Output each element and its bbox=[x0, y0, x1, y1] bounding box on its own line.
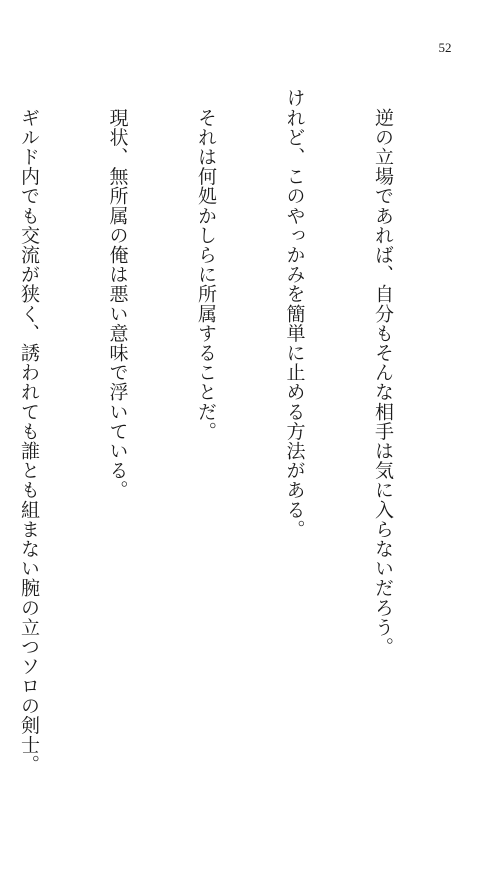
text-line: それは何処かしらに所属することだ。 bbox=[195, 88, 217, 441]
text-line: ギルド内でも交流が狭く、誘われても誰とも組まない腕の立つソロの剣士。 bbox=[18, 88, 40, 774]
text-line: けれど、このやっかみを簡単に止める方法がある。 bbox=[283, 88, 306, 539]
text-line: 逆の立場であれば、自分もそんな相手は気に入らないだろう。 bbox=[372, 88, 394, 657]
vertical-text-block bbox=[0, 88, 456, 774]
text-line: 現状、無所属の俺は悪い意味で浮いている。 bbox=[106, 88, 129, 500]
page-number: 52 bbox=[438, 40, 452, 55]
